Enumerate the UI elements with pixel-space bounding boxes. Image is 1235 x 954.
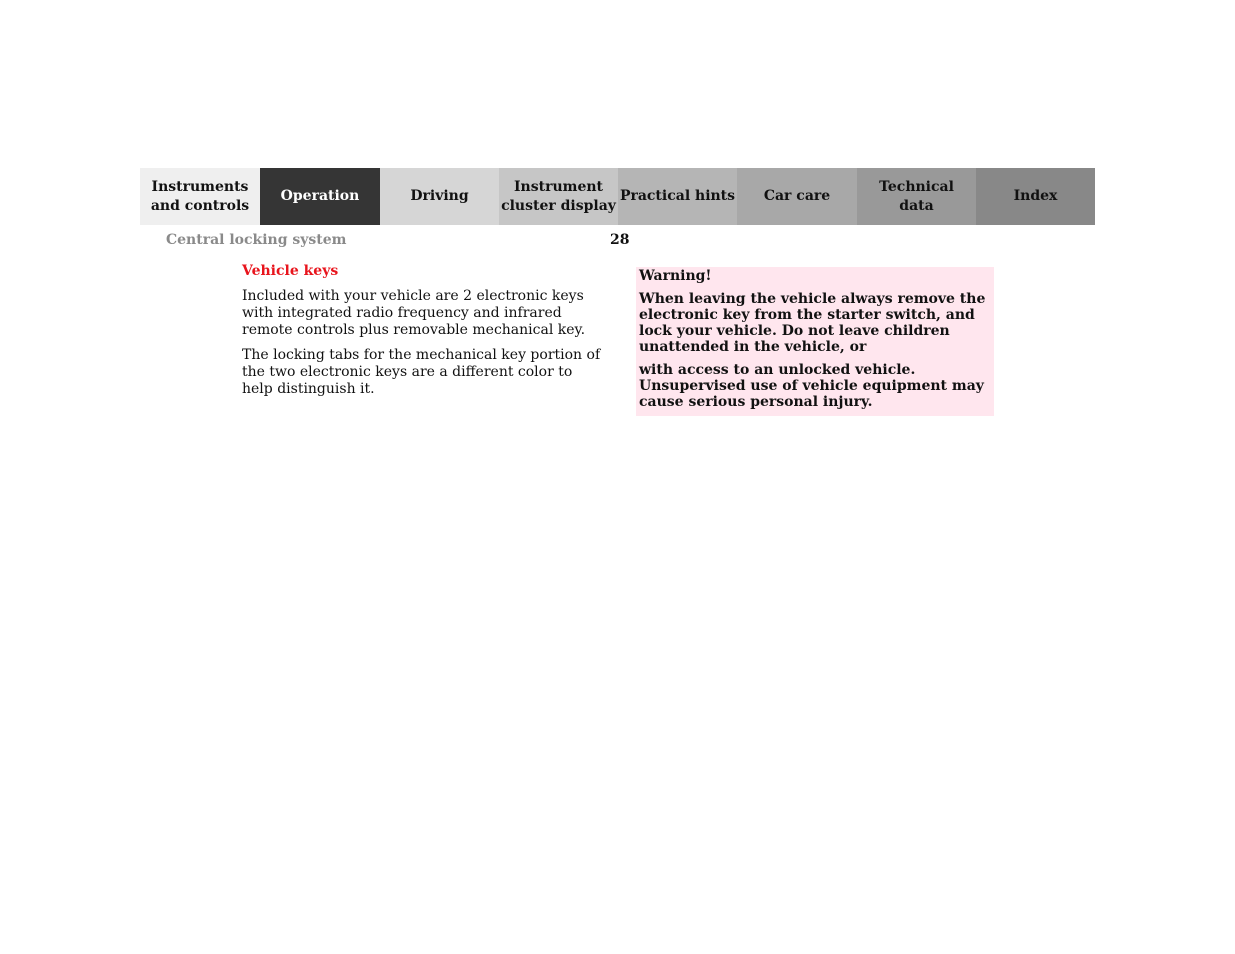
tab-instruments-and-controls[interactable]: Instruments and controls (140, 168, 260, 225)
tab-index[interactable]: Index (976, 168, 1095, 225)
page-number: 28 (610, 232, 630, 248)
tab-operation[interactable]: Operation (260, 168, 380, 225)
warning-title: Warning! (639, 268, 712, 284)
chapter-navigation (140, 168, 1095, 225)
tab-practical-hints[interactable]: Practical hints (618, 168, 737, 225)
paragraph: Included with your vehicle are 2 electronic keys with integrated radio frequency and infrared remote controls plus removable mechanical key. (242, 288, 586, 338)
tab-technical-data[interactable]: Technical data (857, 168, 976, 225)
tab-driving[interactable]: Driving (380, 168, 499, 225)
section-title: Central locking system (166, 232, 347, 248)
warning-paragraph: with access to an unlocked vehicle. Unsupervised use of vehicle equipment may cause serious personal injury. (639, 362, 984, 410)
main-content (242, 262, 604, 406)
tab-instrument-cluster-display[interactable]: Instrument cluster display (499, 168, 618, 225)
tab-car-care[interactable]: Car care (737, 168, 857, 225)
subsection-heading: Vehicle keys (242, 263, 339, 279)
warning-paragraph: When leaving the vehicle always remove the electronic key from the starter switch, and lock your vehicle. Do not leave children unattended in the vehicle, or (639, 291, 986, 355)
warning-box (636, 267, 994, 416)
paragraph: The locking tabs for the mechanical key portion of the two electronic keys are a different color to help distinguish it. (242, 347, 601, 397)
